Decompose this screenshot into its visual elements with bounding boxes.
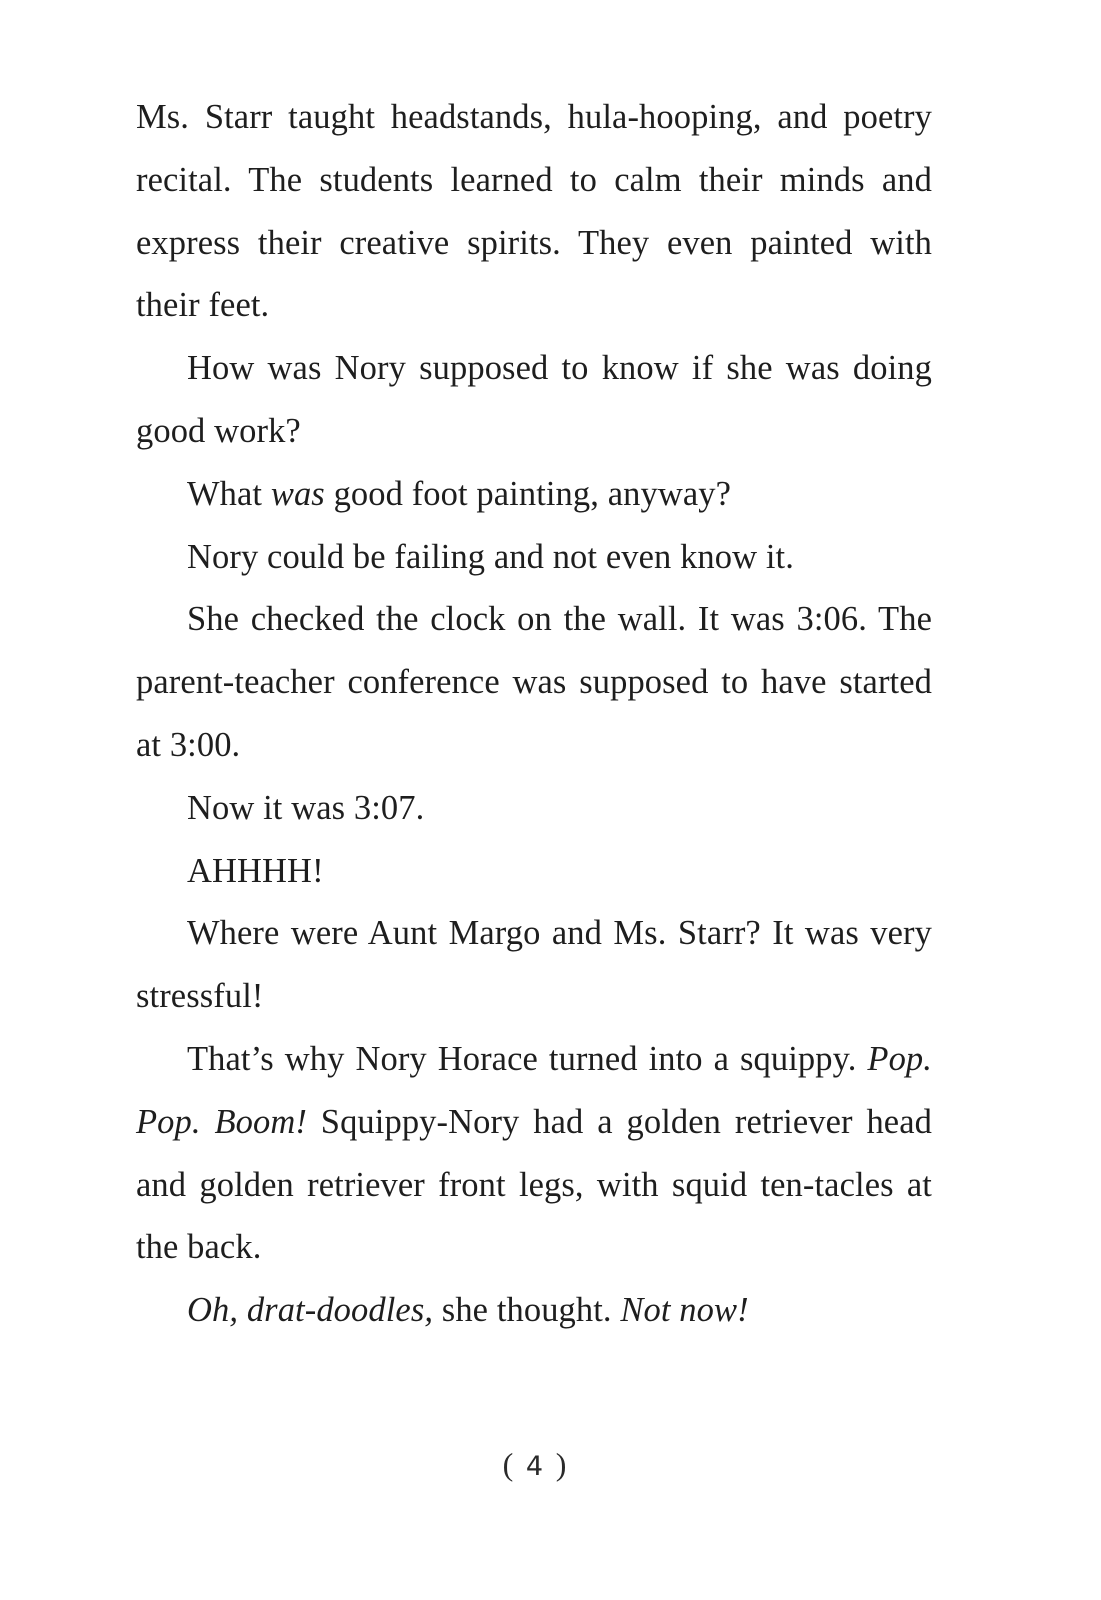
text-segment: Ms. Starr taught headstands, hula-hooping, and poetry recital. The students learned to calm their minds and express their creative spirits. They even painted with their feet.	[136, 98, 932, 325]
text-segment: Where were Aunt Margo and Ms. Starr? It was very stressful!	[136, 914, 932, 1016]
text-segment: she thought.	[433, 1291, 621, 1330]
paragraph-2	[136, 337, 932, 463]
paragraph-5	[136, 588, 932, 776]
page-number-close-paren: )	[555, 1446, 569, 1482]
paragraph-8	[136, 902, 932, 1028]
page-number	[0, 1446, 1071, 1483]
page-number-value: 4	[525, 1451, 546, 1482]
body-text	[136, 86, 932, 1342]
paragraph-3	[136, 463, 932, 526]
paragraph-4	[136, 526, 932, 589]
italic-text: Pop. Pop. Boom!	[136, 1039, 932, 1141]
italic-text: was	[270, 474, 325, 513]
text-segment: She checked the clock on the wall. It was 3:06. The parent-teacher conference was supposed to have started at 3:00.	[136, 600, 932, 764]
paragraph-9	[136, 1028, 932, 1279]
paragraph-1	[136, 86, 932, 337]
text-segment: Now it was 3:07.	[187, 788, 425, 827]
text-segment: How was Nory supposed to know if she was doing good work?	[136, 349, 932, 450]
italic-text: Oh, drat-doodles,	[187, 1291, 434, 1330]
text-segment: That’s why Nory Horace turned into a squippy.	[187, 1039, 868, 1078]
text-segment: What	[187, 474, 271, 513]
page-number-open-paren: (	[502, 1446, 516, 1482]
paragraph-7	[136, 840, 932, 903]
text-segment: Squippy-Nory had a golden retriever head and golden retriever front legs, with squid ten-tacles at the back.	[136, 1102, 932, 1267]
text-segment: good foot painting, anyway?	[324, 474, 732, 513]
text-segment: AHHHH!	[187, 851, 324, 890]
text-segment: Nory could be failing and not even know it.	[187, 537, 794, 576]
paragraph-10	[136, 1279, 932, 1342]
paragraph-6	[136, 777, 932, 840]
italic-text: Not now!	[620, 1291, 749, 1330]
